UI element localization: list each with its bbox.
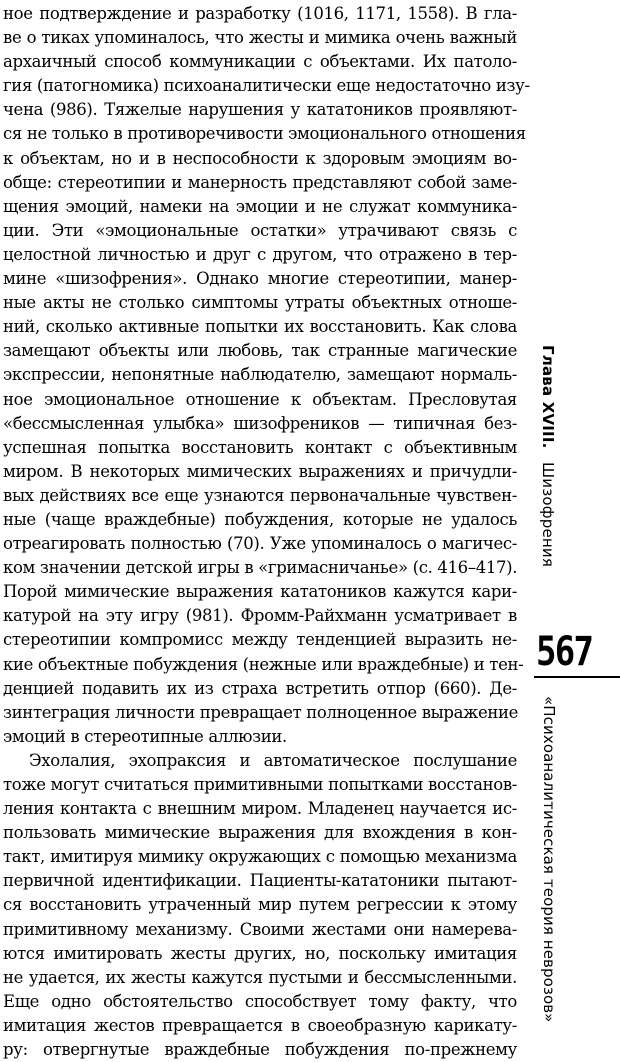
- paragraph-end-line: эмоций в стереотипные аллюзии.: [3, 726, 287, 746]
- text-line: примитивному механизму. Своими жестами они намерева-: [3, 919, 517, 939]
- text-line: ются имитировать жесты других, но, поскольку имитация: [3, 943, 517, 963]
- text-line: ные (чаще враждебные) побуждения, которые не удалось: [3, 509, 517, 529]
- text-line: щения эмоций, намеки на эмоции и не служат коммуника-: [3, 196, 517, 216]
- text-line: вых действиях все еще узнаются первоначальные чувствен-: [3, 485, 517, 505]
- text-line: ное эмоциональное отношение к объектам. Пресловутая: [3, 389, 517, 409]
- text-line: ное подтверждение и разработку (1016, 1171, 1558). В гла-: [3, 4, 517, 23]
- text-line: успешная попытка восстановить контакт с объективным: [3, 437, 517, 457]
- text-line: ные акты не столько симптомы утраты объектных отноше-: [3, 293, 517, 313]
- text-line: к объектам, но и в неспособности к здоровым эмоциям во-: [3, 148, 517, 168]
- text-line: архаичный способ коммуникации с объектами. Их патоло-: [3, 52, 517, 72]
- text-line: Еще одно обстоятельство способствует тому факту, что: [3, 991, 517, 1011]
- page-number-rule: [534, 676, 620, 678]
- text-line: ся не только в противоречивости эмоционального отношения: [3, 124, 526, 144]
- book-title: «Психоаналитическая теория неврозов»: [540, 696, 558, 1023]
- text-line: ком значении детской игры в «гримасничанье» (с. 416–417).: [3, 558, 518, 578]
- text-line: не удается, их жесты кажутся пустыми и бессмысленными.: [3, 967, 517, 987]
- text-line: гия (патогномика) психоаналитически еще недостаточно изу-: [3, 76, 530, 96]
- text-line: замещают объекты или любовь, так странные магические: [3, 341, 517, 361]
- text-line: мине «шизофрения». Однако многие стереотипии, манер-: [3, 269, 517, 289]
- paragraph-start-line: Эхолалия, эхопраксия и автоматическое послушание: [29, 750, 517, 770]
- body-text: [3, 2, 530, 1062]
- text-line: целостной личностью и друг с другом, что отражено в тер-: [3, 244, 517, 264]
- chapter-title: Шизофрения: [539, 461, 557, 567]
- text-line: ру: отвергнутые враждебные побуждения по-прежнему: [3, 1040, 517, 1060]
- text-line: «бессмысленная улыбка» шизофреников — типичная без-: [3, 413, 517, 433]
- chapter-label: Глава XVIII.: [539, 345, 557, 449]
- text-line: кие объектные побуждения (нежные или враждебные) и тен-: [3, 654, 524, 674]
- text-line: ции. Эти «эмоциональные остатки» утрачивают связь с: [3, 220, 517, 240]
- text-line: первичной идентификации. Пациенты-кататоники пытают-: [3, 871, 517, 891]
- text-line: чена (986). Тяжелые нарушения у кататоников проявляют-: [3, 100, 517, 120]
- text-line: денцией подавить их из страха встретить отпор (660). Де-: [3, 678, 517, 698]
- running-head: [538, 345, 558, 567]
- text-line: имитация жестов превращается в своеобразную карикату-: [3, 1015, 517, 1035]
- text-line: ся восстановить утраченный мир путем регрессии к этому: [3, 895, 517, 915]
- text-line: Порой мимические выражения кататоников кажутся кари-: [3, 582, 517, 602]
- text-line: такт, имитируя мимику окружающих с помощью механизма: [3, 847, 517, 867]
- text-line: ве о тиках упоминалось, что жесты и мимика очень важный: [3, 28, 517, 48]
- text-line: тоже могут считаться примитивными попытками восстанов-: [3, 775, 517, 794]
- text-line: обще: стереотипии и манерность представляют собой заме-: [3, 172, 517, 192]
- text-line: стереотипии компромисс между тенденцией выразить не-: [3, 630, 517, 650]
- text-line: ний, сколько активные попытки их восстановить. Как слова: [3, 317, 517, 337]
- text-line: ления контакта с внешним миром. Младенец научается ис-: [3, 799, 517, 819]
- page-number: 567: [536, 629, 593, 675]
- text-line: отреагировать полностью (70). Уже упоминалось о магичес-: [3, 534, 517, 554]
- text-line: миром. В некоторых мимических выражениях и причудли-: [3, 461, 517, 481]
- text-line: экспрессии, непонятные наблюдателю, замещают нормаль-: [3, 365, 517, 385]
- text-line: катурой на эту игру (981). Фромм-Райхманн усматривает в: [3, 606, 517, 626]
- text-line: пользовать мимические выражения для вхождения в кон-: [3, 823, 517, 843]
- text-line: зинтеграция личности превращает полноценное выражение: [3, 702, 519, 722]
